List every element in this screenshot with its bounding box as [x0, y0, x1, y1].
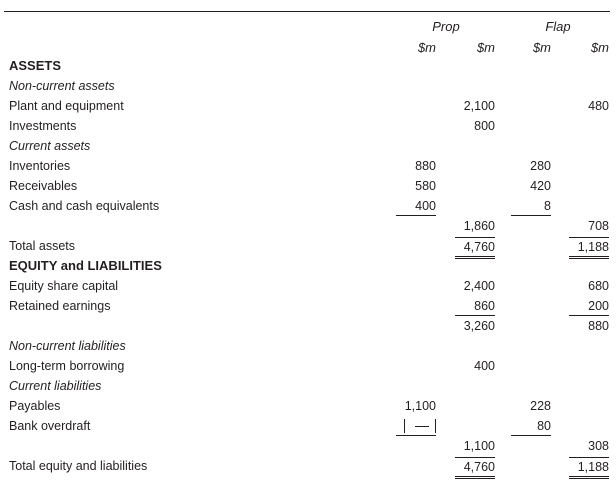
row-equity-total [0, 317, 616, 335]
overdraft-flap-sub: 80 [511, 417, 551, 436]
row-receivables [0, 177, 616, 195]
row-total-eq-liab [0, 457, 616, 475]
section-equity-liabilities: EQUITY and LIABILITIES [9, 258, 162, 273]
liabilities-total-flap: 308 [588, 439, 609, 453]
retained-prop: 860 [455, 297, 495, 316]
overdraft-prop-sub [396, 417, 436, 436]
header-flap: Flap [545, 19, 571, 34]
row-equity-liabilities [0, 257, 616, 275]
row-liabilities-total [0, 437, 616, 455]
current-total-flap: 708 [588, 219, 609, 233]
equity-total-flap: 880 [588, 319, 609, 333]
receivables-flap-sub: 420 [530, 179, 551, 193]
row-retained [0, 297, 616, 315]
row-payables [0, 397, 616, 415]
unit-flap-sub: $m [532, 40, 551, 55]
row-non-current-liabilities [0, 337, 616, 355]
subsection-non-current-assets: Non-current assets [9, 79, 115, 93]
cash-flap-sub: 8 [511, 197, 551, 216]
label-cash: Cash and cash equivalents [9, 199, 160, 213]
row-inventories [0, 157, 616, 175]
label-total-assets: Total assets [9, 239, 76, 253]
header-prop: Prop [432, 19, 460, 34]
label-total-eq-liab: Total equity and liabilities [9, 459, 148, 473]
long-term-prop: 400 [474, 359, 495, 373]
total-eq-liab-prop: 4,760 [455, 457, 495, 479]
label-retained: Retained earnings [9, 299, 111, 313]
row-equity-capital [0, 277, 616, 295]
label-investments: Investments [9, 119, 77, 133]
retained-flap: 200 [569, 297, 609, 316]
total-assets-flap: 1,188 [569, 237, 609, 259]
subsection-non-current-liabilities: Non-current liabilities [9, 339, 126, 353]
row-non-current-assets [0, 77, 616, 95]
cash-prop-sub: 400 [396, 197, 436, 216]
unit-prop-total: $m [476, 40, 495, 55]
section-assets: ASSETS [9, 58, 62, 73]
equity-total-prop: 3,260 [463, 319, 495, 333]
row-investments [0, 117, 616, 135]
subsection-current-liabilities: Current liabilities [9, 379, 102, 393]
row-total-assets [0, 237, 616, 255]
row-long-term [0, 357, 616, 375]
label-long-term: Long-term borrowing [9, 359, 125, 373]
label-receivables: Receivables [9, 179, 78, 193]
label-equity-capital: Equity share capital [9, 279, 119, 293]
row-current-total [0, 217, 616, 235]
bar-right [435, 419, 436, 433]
row-assets [0, 57, 616, 75]
current-total-prop: 1,860 [463, 219, 495, 233]
row-overdraft [0, 417, 616, 435]
plant-prop-total: 2,100 [463, 99, 495, 113]
row-cash [0, 197, 616, 215]
plant-flap-total: 480 [588, 99, 609, 113]
equity-capital-prop: 2,400 [463, 279, 495, 293]
row-current-assets [0, 137, 616, 155]
unit-prop-sub: $m [417, 40, 436, 55]
payables-prop-sub: 1,100 [404, 399, 436, 413]
receivables-prop-sub: 580 [415, 179, 436, 193]
label-plant: Plant and equipment [9, 99, 124, 113]
top-rule [4, 11, 610, 12]
row-plant [0, 97, 616, 115]
investments-prop-total: 800 [474, 119, 495, 133]
label-payables: Payables [9, 399, 61, 413]
inventories-flap-sub: 280 [530, 159, 551, 173]
label-inventories: Inventories [9, 159, 71, 173]
dash [415, 426, 429, 427]
bar-left [404, 419, 405, 433]
label-overdraft: Bank overdraft [9, 419, 91, 433]
equity-capital-flap: 680 [588, 279, 609, 293]
total-assets-prop: 4,760 [455, 237, 495, 259]
unit-flap-total: $m [590, 40, 609, 55]
subsection-current-assets: Current assets [9, 139, 91, 153]
row-current-liabilities [0, 377, 616, 395]
inventories-prop-sub: 880 [415, 159, 436, 173]
liabilities-total-prop: 1,100 [463, 439, 495, 453]
payables-flap-sub: 228 [530, 399, 551, 413]
total-eq-liab-flap: 1,188 [569, 457, 609, 479]
